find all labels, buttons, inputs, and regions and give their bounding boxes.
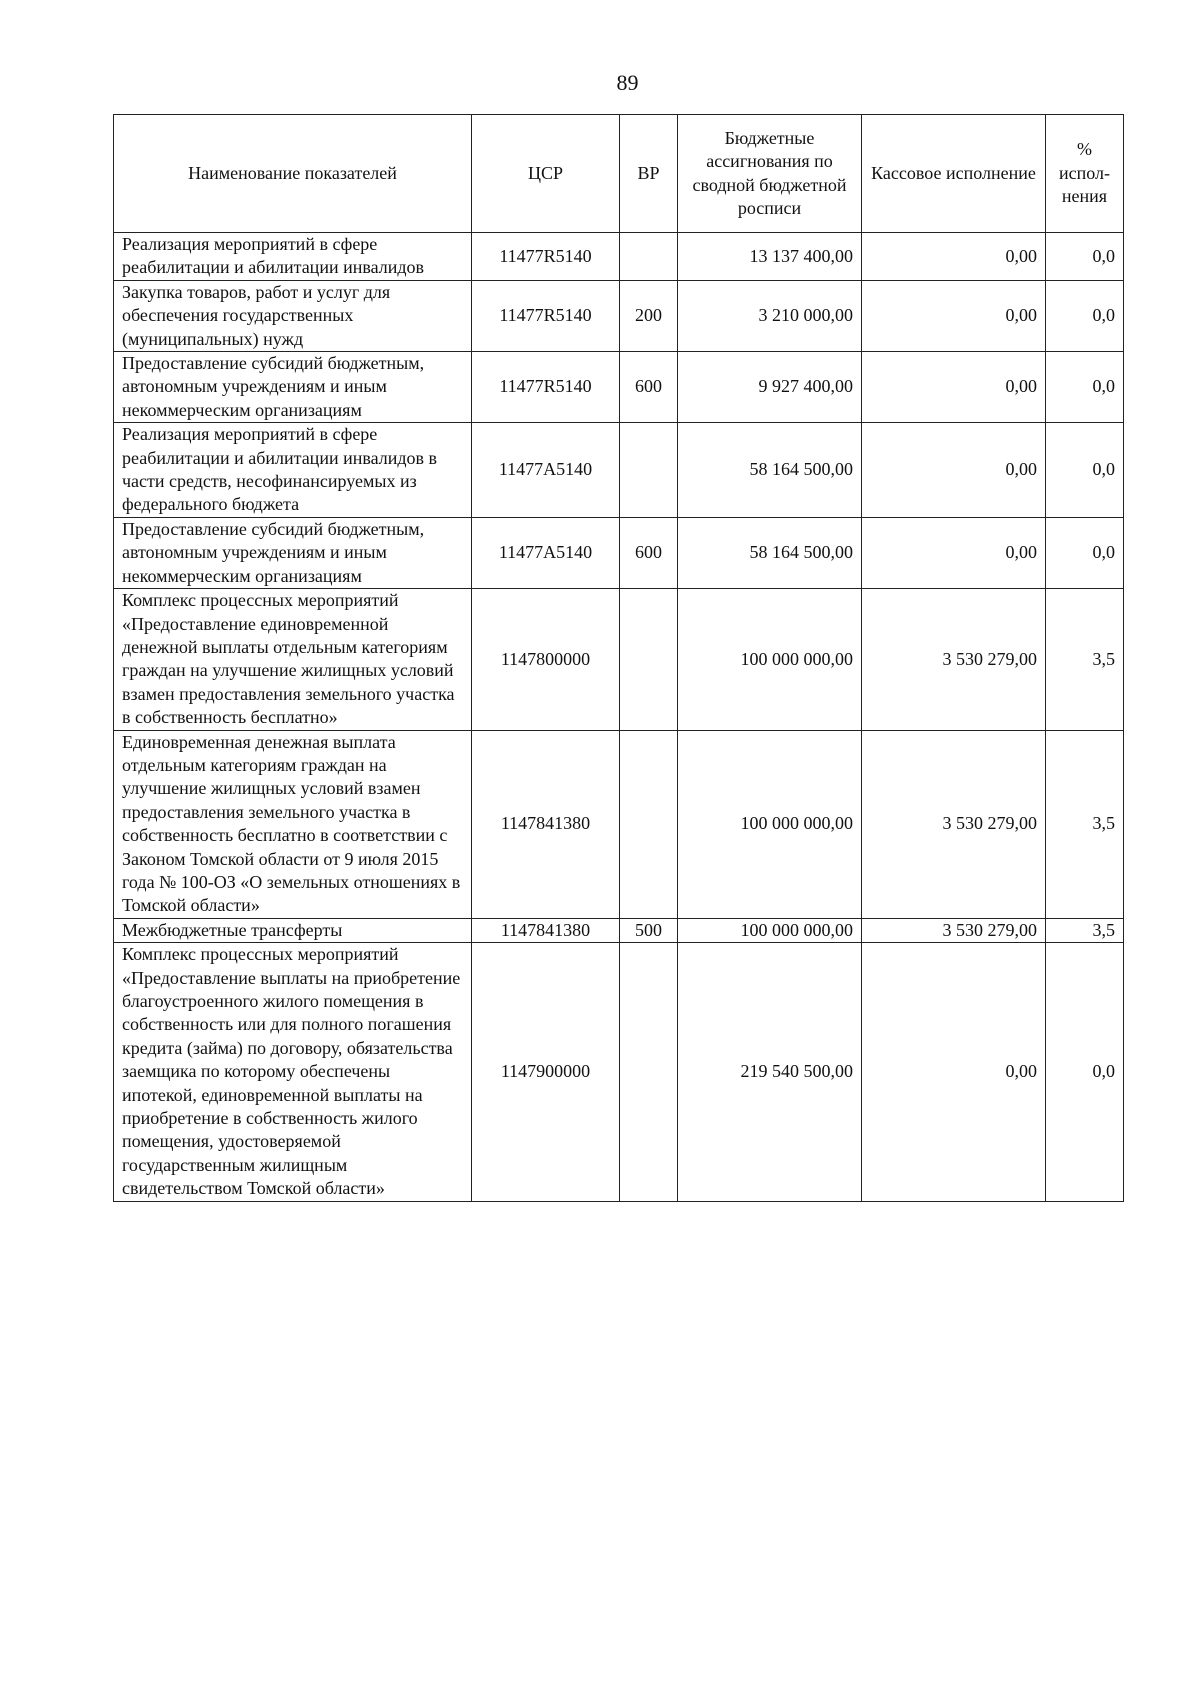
row-budget: 9 927 400,00 — [678, 352, 862, 423]
row-percent: 0,0 — [1046, 352, 1124, 423]
row-csr: 1147800000 — [472, 589, 620, 730]
table-row — [114, 730, 1124, 918]
row-percent: 0,0 — [1046, 517, 1124, 588]
row-vr — [620, 423, 678, 518]
row-cash: 0,00 — [862, 423, 1046, 518]
row-vr: 500 — [620, 918, 678, 942]
table-row — [114, 918, 1124, 942]
row-cash: 0,00 — [862, 943, 1046, 1201]
row-budget: 3 210 000,00 — [678, 280, 862, 351]
row-name: Межбюджетные трансферты — [114, 918, 472, 942]
row-vr: 600 — [620, 352, 678, 423]
header-cash: Кассовое исполнение — [862, 115, 1046, 233]
row-cash: 0,00 — [862, 517, 1046, 588]
row-name: Единовременная денежная выплата отдельным категориям граждан на улучшение жилищных условий взамен предоставления земельного участка в собственность бесплатно в соответствии с Законом Томской области от 9 июля 2015 года № 100-ОЗ «О земельных отношениях в Томской области» — [114, 730, 472, 918]
row-percent: 0,0 — [1046, 280, 1124, 351]
table-row — [114, 352, 1124, 423]
row-vr — [620, 589, 678, 730]
header-name: Наименование показателей — [114, 115, 472, 233]
row-vr — [620, 730, 678, 918]
row-vr: 600 — [620, 517, 678, 588]
row-csr: 1147841380 — [472, 918, 620, 942]
page-number: 89 — [616, 70, 639, 95]
header-vr: ВР — [620, 115, 678, 233]
row-name: Закупка товаров, работ и услуг для обеспечения государственных (муниципальных) нужд — [114, 280, 472, 351]
row-name: Реализация мероприятий в сфере реабилитации и абилитации инвалидов в части средств, несофинансируемых из федерального бюджета — [114, 423, 472, 518]
row-cash: 0,00 — [862, 233, 1046, 281]
row-budget: 100 000 000,00 — [678, 918, 862, 942]
header-percent: % испол-нения — [1046, 115, 1124, 233]
row-csr: 11477R5140 — [472, 352, 620, 423]
header-budget: Бюджетные ассигнования по сводной бюджетной росписи — [678, 115, 862, 233]
row-budget: 100 000 000,00 — [678, 589, 862, 730]
row-name: Комплекс процессных мероприятий «Предоставление единовременной денежной выплаты отдельным категориям граждан на улучшение жилищных условий взамен предоставления земельного участка в собственность бесплатно» — [114, 589, 472, 730]
row-name: Реализация мероприятий в сфере реабилитации и абилитации инвалидов — [114, 233, 472, 281]
row-vr — [620, 943, 678, 1201]
row-budget: 13 137 400,00 — [678, 233, 862, 281]
row-csr: 1147900000 — [472, 943, 620, 1201]
table-row — [114, 517, 1124, 588]
row-cash: 3 530 279,00 — [862, 730, 1046, 918]
row-cash: 0,00 — [862, 280, 1046, 351]
row-csr: 11477A5140 — [472, 423, 620, 518]
row-budget: 219 540 500,00 — [678, 943, 862, 1201]
row-csr: 1147841380 — [472, 730, 620, 918]
row-csr: 11477A5140 — [472, 517, 620, 588]
row-percent: 0,0 — [1046, 233, 1124, 281]
row-percent: 0,0 — [1046, 423, 1124, 518]
row-budget: 58 164 500,00 — [678, 517, 862, 588]
row-percent: 3,5 — [1046, 918, 1124, 942]
row-csr: 11477R5140 — [472, 233, 620, 281]
row-csr: 11477R5140 — [472, 280, 620, 351]
row-cash: 0,00 — [862, 352, 1046, 423]
row-name: Предоставление субсидий бюджетным, автономным учреждениям и иным некоммерческим организациям — [114, 352, 472, 423]
table-header-row — [114, 115, 1124, 233]
row-budget: 100 000 000,00 — [678, 730, 862, 918]
row-name: Предоставление субсидий бюджетным, автономным учреждениям и иным некоммерческим организациям — [114, 517, 472, 588]
row-vr — [620, 233, 678, 281]
table-row — [114, 423, 1124, 518]
row-name: Комплекс процессных мероприятий «Предоставление выплаты на приобретение благоустроенного жилого помещения в собственность или для полного погашения кредита (займа) по договору, обязательства заемщика по которому обеспечены ипотекой, единовременной выплаты на приобретение в собственность жилого помещения, удостоверяемой государственным жилищным свидетельством Томской области» — [114, 943, 472, 1201]
row-vr: 200 — [620, 280, 678, 351]
table-row — [114, 589, 1124, 730]
row-percent: 0,0 — [1046, 943, 1124, 1201]
table-row — [114, 233, 1124, 281]
table-row — [114, 280, 1124, 351]
row-percent: 3,5 — [1046, 589, 1124, 730]
row-percent: 3,5 — [1046, 730, 1124, 918]
row-cash: 3 530 279,00 — [862, 589, 1046, 730]
header-csr: ЦСР — [472, 115, 620, 233]
table-row — [114, 943, 1124, 1201]
row-budget: 58 164 500,00 — [678, 423, 862, 518]
row-cash: 3 530 279,00 — [862, 918, 1046, 942]
budget-table — [113, 114, 1124, 1202]
